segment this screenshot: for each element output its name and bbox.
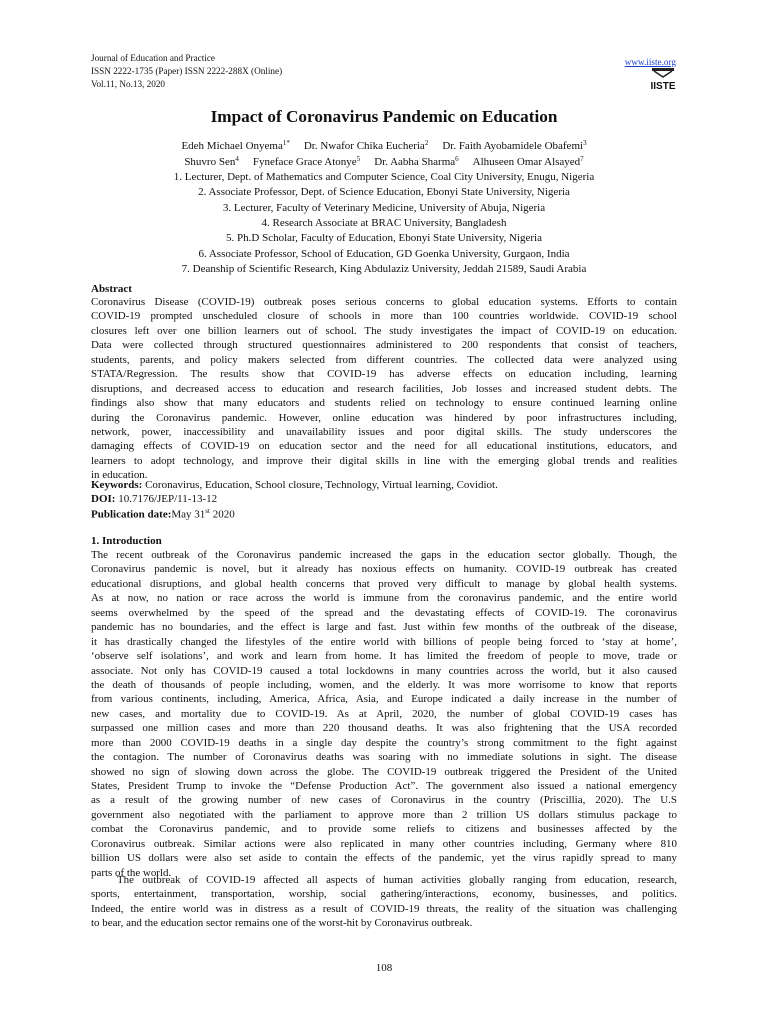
author-name: Dr. Aabha Sharma	[374, 156, 456, 168]
journal-issn: ISSN 2222-1735 (Paper) ISSN 2222-288X (Online)	[91, 66, 283, 77]
introduction-line: it has drastically changed the lifestyles of the entire world with billions of people being forced to ‘stay at home’,	[91, 635, 677, 648]
introduction-line: The outbreak of COVID-19 affected all aspects of human activities globally ranging from education, research,	[117, 874, 677, 886]
introduction-line: showed no sign of slowing down across the globe. The COVID-19 outbreak triggered the President of the United	[91, 765, 677, 778]
author-name: Fyneface Grace Atonye	[252, 156, 357, 168]
journal-site-link[interactable]: www.iiste.org	[624, 57, 676, 67]
introduction-line: from various continents, including, America, Africa, Asia, and Europe indicated a daily increase in the number of	[91, 693, 677, 706]
introduction-line: parts of the world.	[91, 866, 172, 879]
abstract-line: disruptions, and decreased access to education and research facilities, Job losses and increased student debts. The	[91, 382, 677, 395]
introduction-line: Indeed, the entire world was in distress as a result of COVID-19 threats, the reality of the situation was challenging	[91, 902, 677, 915]
pubdate-year: 2020	[209, 508, 235, 521]
author-name: Edeh Michael Onyema	[181, 140, 283, 152]
page-number: 108	[375, 962, 393, 974]
introduction-line: Coronavirus pandemic is novel, but it already has noxious effects on humanity. COVID-19 outbreak has created	[91, 563, 677, 576]
affiliation-line: 7. Deanship of Scientific Research, King Abdulaziz University, Jeddah 21589, Saudi Arabia	[181, 262, 587, 275]
introduction-line: States, President Trump to invoke the “Defense Production Act”. The government also issued a national emergency	[91, 780, 677, 792]
pubdate-line	[91, 507, 235, 521]
author-affiliation-marker: 7	[580, 155, 584, 163]
introduction-line: to bear, and the education sector remains one of the worst-hit by Coronavirus outbreak.	[91, 917, 473, 930]
author-line-1	[0, 140, 768, 152]
abstract-line: network, power, inaccessibility and unavailability issues and poor digital skills. The study underscores the	[91, 425, 677, 438]
abstract-line: damaging effects of COVID-19 on education sector and the need for all educational institutions, educators, and	[91, 440, 677, 453]
author-name: Dr. Nwafor Chika Eucheria	[303, 140, 425, 152]
introduction-line: as a result of the growing number of new cases of Coronavirus in the country (Priscillia, 2020). The U.S	[91, 794, 677, 807]
abstract-line: STATA/Regression. The results show that COVID-19 has adverse effects on education including, learning	[91, 368, 677, 381]
keywords-label: Keywords:	[91, 479, 143, 491]
introduction-line: new cases, and mortality due to COVID-19. As at April, 2020, the number of global COVID-19 cases has	[91, 707, 677, 720]
author-name: Dr. Faith Ayobamidele Obafemi	[442, 140, 584, 152]
abstract-line: closures left over one billion learners out of school. The study investigates the impact of COVID-19 on education.	[91, 324, 677, 337]
author-affiliation-marker: 1*	[282, 139, 290, 147]
introduction-line: the death of thousands of people including, women, and the elderly. It was more worrisome to know that reports	[91, 678, 677, 691]
keywords-line	[91, 479, 498, 491]
author-name: Alhuseen Omar Alsayed	[472, 156, 581, 168]
journal-volume: Vol.11, No.13, 2020	[91, 79, 166, 90]
introduction-line: the contagion. The number of Coronavirus deaths was soaring with no immediate solutions in sight. The disease	[91, 751, 677, 764]
journal-name: Journal of Education and Practice	[91, 53, 215, 63]
journal-header	[91, 52, 282, 92]
introduction-line: pandemic has no boundaries, and the effect is large and fast. Just within few months of the outbreak of the disease,	[91, 621, 677, 634]
abstract-line: COVID-19 prompted unscheduled closure of schools in more than 100 countries worldwide. COVID-19 school	[91, 310, 677, 323]
author-affiliation-marker: 4	[235, 155, 239, 163]
affiliation-line: 5. Ph.D Scholar, Faculty of Education, Ebonyi State University, Nigeria	[226, 232, 542, 245]
author-line-2	[0, 156, 768, 168]
introduction-line: sports, entertainment, transportation, worship, social gathering/interactions, economy, businesses, and politics.	[91, 888, 677, 901]
keywords-text: Coronavirus, Education, School closure, Technology, Virtual learning, Covidiot.	[142, 479, 498, 491]
introduction-line: billion US dollars were also set aside to contain the effects of the pandemic, yet the virus rapidly spread to many	[91, 852, 677, 865]
pubdate-text: May 31	[171, 508, 206, 521]
pubdate-label: Publication date:	[91, 508, 172, 521]
introduction-line: Coronavirus outbreak. Similar actions were also replicated in many other countries including, Germany where 810	[91, 837, 677, 850]
introduction-line: combat the Coronavirus pandemic, and to provide some reliefs to citizens and businesses affected by the	[91, 823, 677, 836]
affiliation-line: 6. Associate Professor, School of Education, GD Goenka University, Gurgaon, India	[198, 247, 570, 260]
author-affiliation-marker: 6	[455, 155, 459, 163]
abstract-line: learners to adopt technology, and improve their digital skills in line with the emerging global trends and realities	[91, 454, 677, 467]
introduction-heading: 1. Introduction	[91, 535, 162, 547]
abstract-line: during the Coronavirus pandemic. However, online education was hindered by poor infrastructures including,	[91, 411, 677, 424]
introduction-line: As at now, no nation or race across the world is immune from the coronavirus pandemic, and the entire world	[91, 592, 677, 605]
doi-text[interactable]: 10.7176/JEP/11-13-12	[115, 493, 218, 505]
introduction-paragraph-1	[91, 548, 677, 880]
introduction-line: surpassed one million cases and more than 220 thousand deaths. It was also frightening that the USA recorded	[91, 722, 677, 735]
abstract-line: in education.	[91, 469, 148, 482]
introduction-line: educational disruptions, and global health concerns that proved very difficult to manage by global health systems.	[91, 577, 677, 590]
introduction-line: more than 2000 COVID-19 deaths in a single day despite the country’s strong commitment to the fight against	[91, 736, 677, 749]
doi-line	[91, 493, 217, 505]
author-affiliation-marker: 3	[583, 139, 587, 147]
doi-label: DOI:	[91, 493, 116, 505]
abstract-body	[91, 295, 677, 483]
abstract-line: students, parents, and policy makers selected from different countries. The collected data were analyzed using	[91, 353, 677, 366]
introduction-line: ‘observe self isolations’, and work and learn from home. It has limited the freedom of people to move, trade or	[91, 650, 677, 663]
introduction-paragraph-2	[91, 873, 677, 931]
introduction-line: government also negotiated with the parliament to approve more than 2 trillion US dollars stimulus package to	[91, 808, 677, 821]
introduction-line: associate. Not only has COVID-19 caused a total lockdowns in many countries across the world, but it also caused	[91, 664, 677, 677]
abstract-line: findings also show that many educators and students relied on technology to ensure continued learning online	[91, 397, 677, 410]
abstract-line: Coronavirus Disease (COVID-19) outbreak poses serious concerns to global education systems. Efforts to contain	[91, 296, 677, 308]
paper-title: Impact of Coronavirus Pandemic on Education	[210, 107, 558, 126]
pubdate-sup: st	[205, 507, 210, 515]
affiliation-line: 3. Lecturer, Faculty of Veterinary Medicine, University of Abuja, Nigeria	[222, 201, 546, 214]
author-name: Shuvro Sen	[184, 156, 236, 168]
author-affiliation-marker: 2	[424, 139, 429, 147]
abstract-line: Data were collected through structured questionnaires administered to 200 respondents that consist of teachers,	[91, 339, 677, 352]
abstract-heading: Abstract	[91, 283, 132, 295]
affiliation-line: 1. Lecturer, Dept. of Mathematics and Computer Science, Coal City University, Enugu, Nigeria	[173, 171, 595, 183]
author-affiliation-marker: 5	[356, 155, 361, 163]
affiliation-line: 4. Research Associate at BRAC University, Bangladesh	[261, 216, 507, 229]
iiste-logo-icon	[650, 68, 676, 92]
introduction-line: The recent outbreak of the Coronavirus pandemic increased the gaps in the education sector globally. Though, the	[91, 549, 677, 561]
introduction-line: seems overwhelmed by the speed of the spread and the devastating effects of COVID-19. The coronavirus	[91, 606, 677, 619]
affiliation-line: 2. Associate Professor, Dept. of Science Education, Ebonyi State University, Nigeria	[198, 186, 570, 199]
logo-lettering: IISTE	[650, 81, 676, 92]
